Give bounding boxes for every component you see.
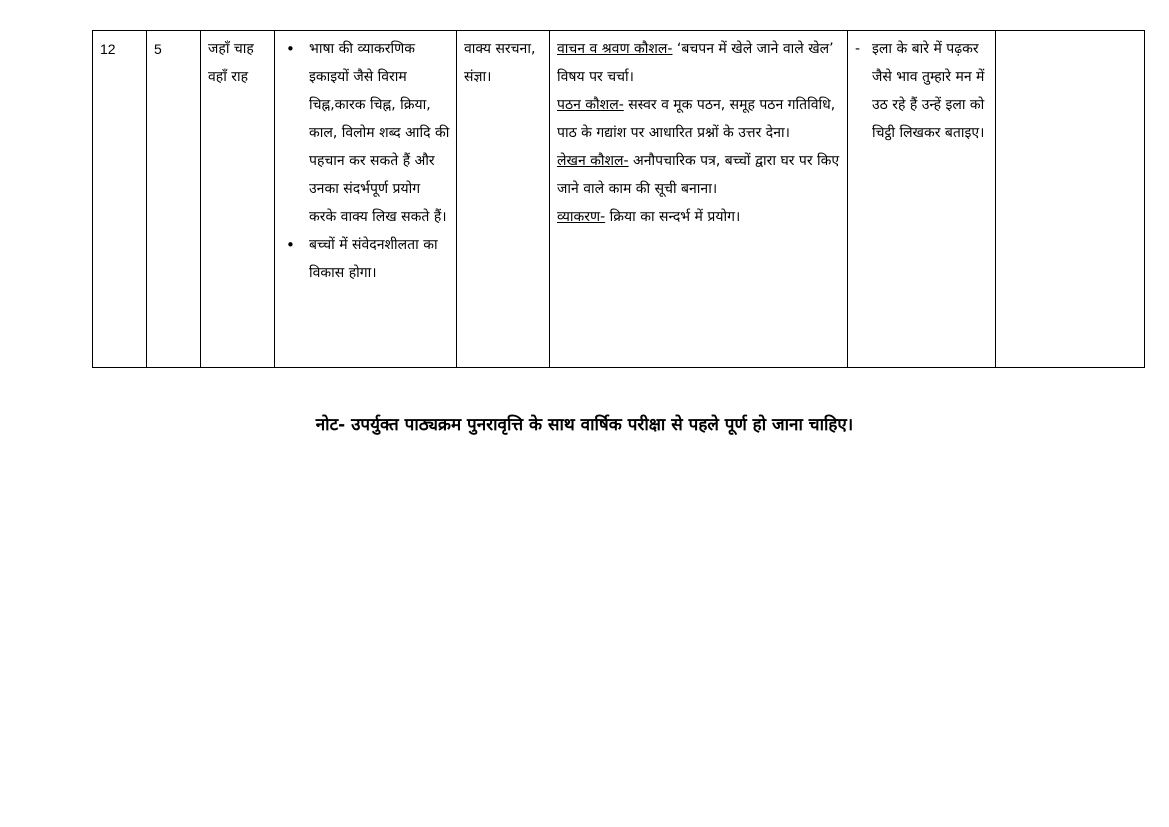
learning-outcomes-cell — [275, 31, 457, 368]
skill-listening-speaking — [557, 35, 841, 91]
skills-cell — [550, 31, 848, 368]
serial-number-cell: 12 — [93, 31, 147, 368]
skill-text: ‘बचपन में खेले जाने वाले खेल’ विषय पर चर्चा। — [557, 41, 834, 85]
week-cell: 5 — [147, 31, 201, 368]
skill-text: अनौपचारिक पत्र, बच्चों द्वारा घर पर किए जाने वाले काम की सूची बनाना। — [557, 153, 840, 197]
skill-heading: वाचन व श्रवण कौशल- — [557, 41, 673, 57]
skill-heading: लेखन कौशल- — [557, 153, 629, 169]
footer-note-text: नोट- उपर्युक्त पाठ्यक्रम पुनरावृत्ति के साथ वार्षिक परीक्षा से पहले पूर्ण हो जाना चाहिए। — [315, 415, 854, 435]
skill-heading: व्याकरण- — [557, 209, 606, 225]
outcomes-list — [282, 35, 450, 287]
skill-grammar — [557, 203, 841, 231]
extra-cell — [996, 31, 1145, 368]
skill-writing — [557, 147, 841, 203]
syllabus-table — [92, 30, 1145, 368]
footer-note — [0, 411, 1169, 439]
activity-item — [855, 35, 989, 147]
skill-text: सस्वर व मूक पठन, समूह पठन गतिविधि, पाठ के गद्यांश पर आधारित प्रश्नों के उत्तर देना। — [557, 97, 836, 141]
activity-dash: - — [855, 41, 861, 57]
skill-reading — [557, 91, 841, 147]
activity-cell — [848, 31, 996, 368]
activity-text: इला के बारे में पढ़कर जैसे भाव तुम्हारे मन में उठ रहे हैं उन्हें इला को चिट्ठी लिखकर बताइए। — [872, 41, 985, 141]
grammar-cell: वाक्य सरचना, संज्ञा। — [457, 31, 550, 368]
outcome-item: • बच्चों में संवेदनशीलता का विकास होगा। — [282, 231, 450, 287]
skill-text: क्रिया का सन्दर्भ में प्रयोग। — [605, 209, 741, 225]
table-row — [93, 31, 1145, 368]
lesson-title-cell: जहाँ चाह वहाँ राह — [201, 31, 275, 368]
skill-heading: पठन कौशल- — [557, 97, 624, 113]
outcome-item: • भाषा की व्याकरणिक इकाइयों जैसे विराम चिह्न,कारक चिह्न, क्रिया, काल, विलोम शब्द आदि की पहचान कर सकते हैं और उनका संदर्भपूर्ण प्रयोग करके वाक्य लिख सकते हैं। — [282, 35, 450, 231]
